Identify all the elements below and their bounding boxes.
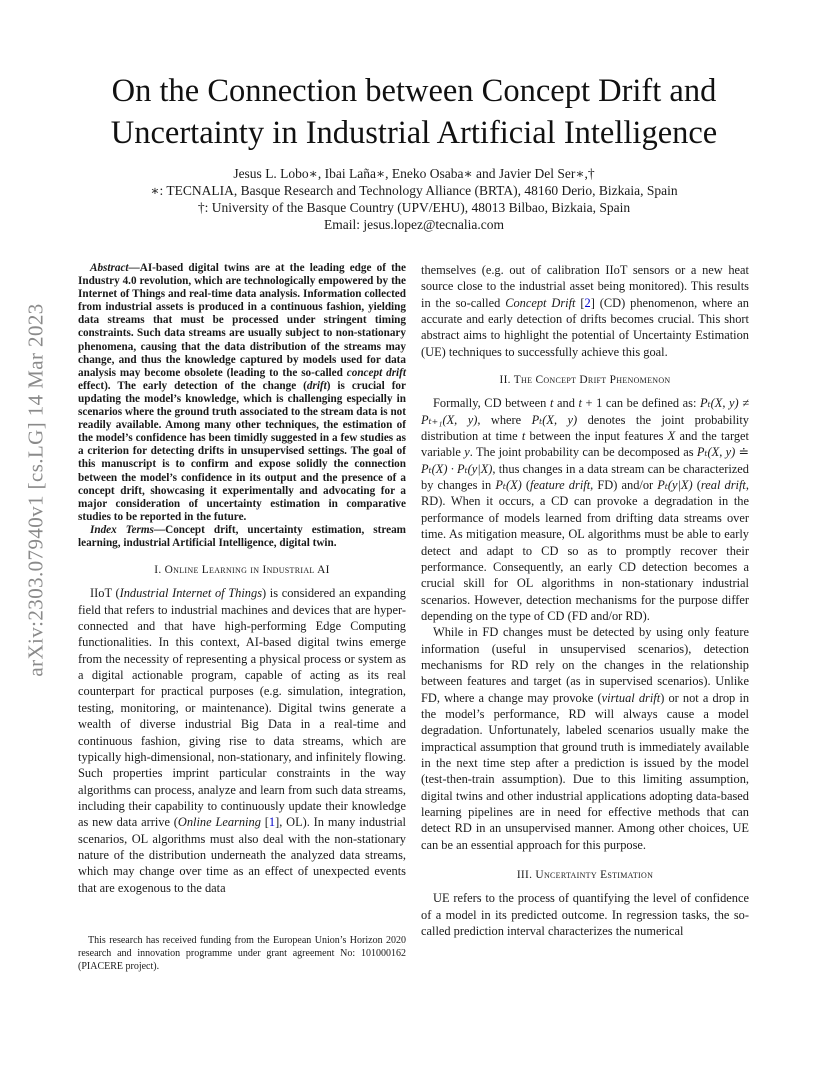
section-heading-online-learning: I. Online Learning in Industrial AI xyxy=(154,564,330,577)
body-paragraph-ue: UE refers to the process of quantifying the level of confidence of a model in its predicted outcome. In regression tasks, the so-called prediction interval characterizes the numerical xyxy=(421,891,749,939)
author-list: Jesus L. Lobo∗, Ibai Laña∗, Eneko Osaba∗ and Javier Del Ser∗,† xyxy=(233,166,595,181)
affiliation-tecnalia: ∗: TECNALIA, Basque Research and Technology Alliance (BRTA), 48160 Derio, Bizkaia, Spain xyxy=(150,183,678,198)
equation-decomposition: Pₜ(X, y) ≐ Pₜ(X) · Pₜ(y|X) xyxy=(421,445,750,476)
left-column xyxy=(78,262,406,896)
funding-footnote: This research has received funding from the European Union’s Horizon 2020 research and innovation programme under grant agreement No: 101000162 (PIACERE project). xyxy=(78,935,406,972)
body-paragraph-continuation: themselves (e.g. out of calibration IIoT sensors or a new heat source close to the industrial asset being monitored). This results in the so-called Concept Drift [ 2 ] (CD) phenomenon, where an accurate and early detection of drifts becomes crucial. This short abstract aims to highlight the potential of Uncertainty Estimation (UE) techniques to successfully achieve this goal. xyxy=(421,262,749,360)
abstract-lead: Abstract xyxy=(90,262,129,274)
abstract: Abstract—AI-based digital twins are at the leading edge of the Industry 4.0 revolution, which are technologically empowered by the Internet of Things and real-time data analysis. Information collected from industrial assets is produced in a continuous fashion, yielding data streams that must be processed under stringent timing constraints. Such data streams are usually subject to non-stationary phenomena, causing that the data distribution of the streams may change, and thus the knowledge captured by models used for data analysis may become obsolete (leading to the so-called concept drift effect). The early detection of the change (drift) is crucial for updating the model’s knowledge, which is challenging especially in scenarios where the ground truth associated to the stream data is not readily available. Among many other techniques, the estimation of the model’s confidence has been timidly suggested in a few studies as a criterion for detecting drifts in unsupervised settings. The goal of this manuscript is to confirm and expose solidly the connection between the model’s confidence in its output and the presence of a concept drift, showcasing it experimentally and advocating for a major consideration of uncertainty estimation in comparative studies to be reported in the future. xyxy=(78,262,406,523)
arxiv-identifier xyxy=(18,280,54,700)
index-terms-lead: Index Terms xyxy=(90,523,154,536)
body-paragraph-cd-definition: Formally, CD between t and t + 1 can be defined as: Pₜ(X, y) ≠ Pₜ₊₁(X, y), where Pₜ(X, y) denotes the joint probability distribution at time t between the input features X and the target variable y. The joint probability can be decomposed as Pₜ(X, y) ≐ Pₜ(X) · Pₜ(y|X), thus changes in a data stream can be characterized by changes in Pₜ(X) (feature drift, FD) and/or Pₜ(y|X) (real drift, RD). When it occurs, a CD can provoke a degradation in the performance of models learned from drifting data streams over time. As mitigation measure, OL algorithms must be able to early detect and adapt to CD so as to promptly recover their performance. Consequently, an early CD detection becomes a crucial skill for OL algorithms in non-stationary industrial scenarios. However, detection mechanisms for the purpose differ depending on the type of CD (FD and/or RD). xyxy=(421,396,750,623)
arxiv-identifier-text: arXiv:2303.07940v1 [cs.LG] 14 Mar 2023 xyxy=(23,303,48,677)
citation-link-2[interactable]: [ 2 ] xyxy=(580,296,594,310)
right-column xyxy=(421,262,749,939)
body-paragraph-iiot: IIoT (Industrial Internet of Things) is considered an expanding field that refers to industrial machines and devices that are hyper-connected and that have high-performing Edge Computing functionalities. In this context, AI-based digital twins emerge from the necessity of representing a physical process or system as a digital actionable program, capable of acting as its real counterpart for practical purposes (e.g. simulation, integration, testing, monitoring, or maintenance). Digital twins generate a wealth of diverse industrial Big Data in a real-time and continuous fashion, giving rise to data streams, which are typically high-dimensional, non-stationary, and infinitely flowing. Such properties imprint particular constraints in the way algorithms can process, analyze and learn from such data streams, including their capability to continuously update their knowledge as new data arrive (Online Learning [ 1 ] , OL). In many industrial scenarios, OL algorithms must also deal with the non-stationary nature of the distribution underneath the analyzed data streams, which may change over time as an effect of unexpected events that are exogenous to the data xyxy=(78,585,406,896)
affiliation-upv-ehu: †: University of the Basque Country (UPV/EHU), 48013 Bilbao, Bizkaia, Spain xyxy=(197,200,631,215)
section-heading-uncertainty: III. Uncertainty Estimation xyxy=(516,869,654,882)
body-paragraph-fd-rd: While in FD changes must be detected by using only feature information (useful in unsupervised scenarios), detection mechanisms for RD rely on the changes in the relationship between features and target (as in supervised scenarios). Unlike FD, where a change may provoke (virtual drift) or not a drop in the model’s performance, RD will always cause a model degradation. Unfortunately, labeled scenarios usually make the impractical assumption that ground truth is immediately available in the next time step after a prediction is issued by the model (test-then-train assumption). Due to this limiting assumption, digital twins and other industrial applications adopting data-based learning pipelines are in need for effective methods that can detect RD in an unsupervised manner. Among other choices, UE can be an essential approach for this purpose. xyxy=(421,625,750,852)
section-heading-concept-drift: II. The Concept Drift Phenomenon xyxy=(499,374,671,387)
index-terms: Index Terms—Concept drift, uncertainty estimation, stream learning, industrial Artificial Intelligence, digital twin. xyxy=(78,523,406,549)
author-block xyxy=(60,165,768,233)
author-email: Email: jesus.lopez@tecnalia.com xyxy=(324,217,504,232)
citation-link-1[interactable]: [ 1 ] xyxy=(265,815,279,829)
equation-cd: Pₜ(X, y) ≠ Pₜ₊₁(X, y) xyxy=(421,396,750,427)
paper-title: On the Connection between Concept Drift and Uncertainty in Industrial Artificial Intelligence xyxy=(110,73,718,151)
